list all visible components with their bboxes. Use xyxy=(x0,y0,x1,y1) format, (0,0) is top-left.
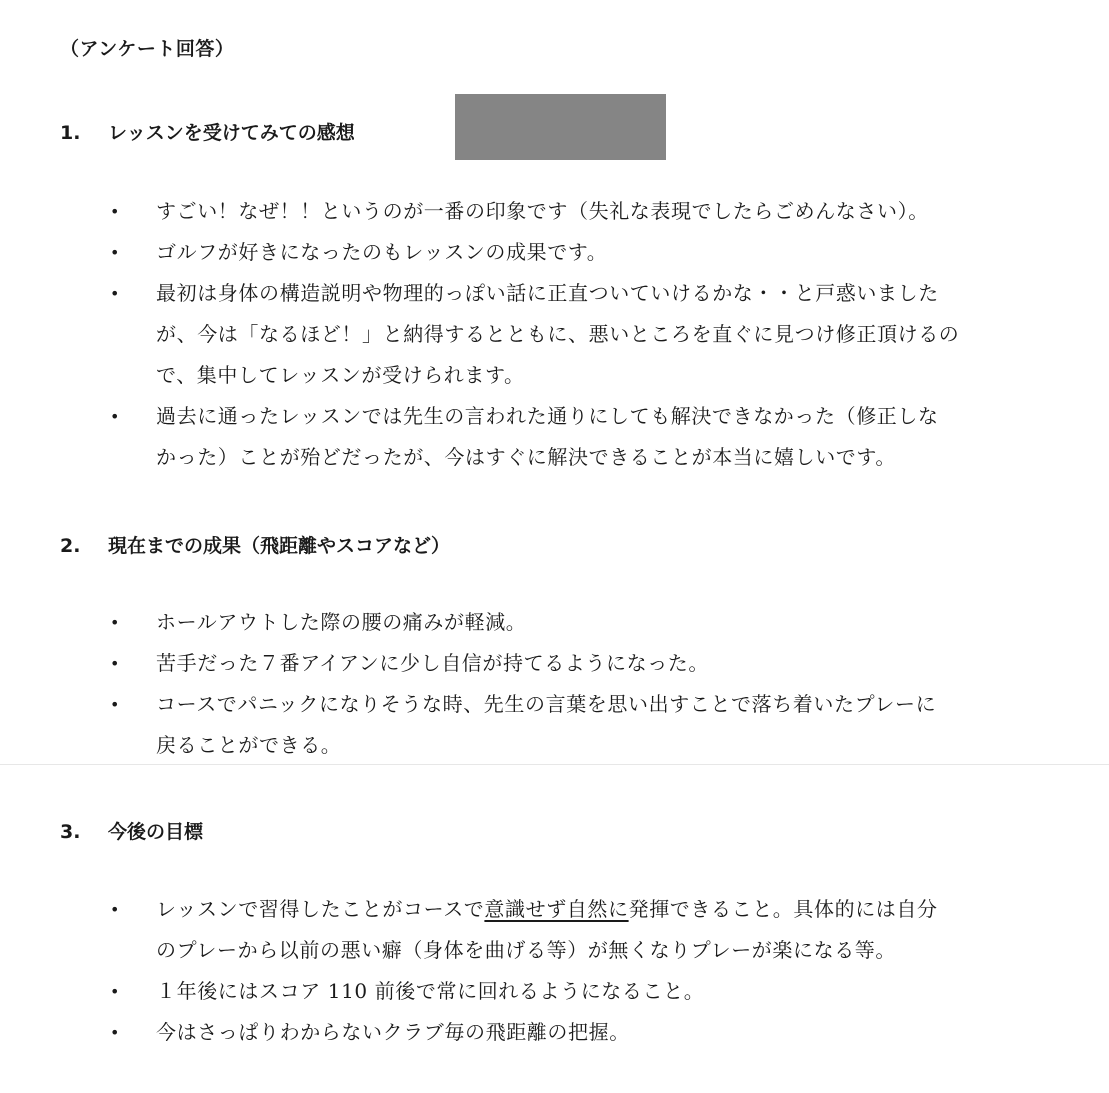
list-item-text: 過去に通ったレッスンでは先生の言われた通りにしても解決できなかった（修正しな xyxy=(156,404,939,428)
section-3-list xyxy=(108,889,1038,1053)
list-item-text: のプレーから以前の悪い癖（身体を曲げる等）が無くなりプレーが楽になる等。 xyxy=(156,938,896,962)
list-item-text: かった）ことが殆どだったが、今はすぐに解決できることが本当に嬉しいです。 xyxy=(156,445,896,469)
list-item-text: で、集中してレッスンが受けられます。 xyxy=(156,363,525,387)
section-1-heading xyxy=(60,118,355,145)
section-2-number: 2. xyxy=(60,535,81,557)
list-item xyxy=(108,971,1038,1012)
section-1-list xyxy=(108,191,1038,478)
section-3-number: 3. xyxy=(60,821,81,843)
list-item xyxy=(108,684,1038,766)
scan-artifact xyxy=(0,764,1109,765)
section-1-number: 1. xyxy=(60,122,81,144)
list-item-text: コースでパニックになりそうな時、先生の言葉を思い出すことで落ち着いたプレーに xyxy=(156,692,937,716)
bullet-icon: • xyxy=(110,284,121,303)
list-item-text: が、今は「なるほど！」と納得するとともに、悪いところを直ぐに見つけ修正頂けるの xyxy=(156,322,960,346)
bullet-icon: • xyxy=(110,407,121,426)
redaction-block xyxy=(455,94,666,160)
section-3-title: 今後の目標 xyxy=(108,821,204,843)
text-segment: 発揮できること。具体的には自分 xyxy=(628,897,938,921)
document-title: （アンケート回答） xyxy=(60,38,235,60)
bullet-icon: • xyxy=(110,243,121,262)
underlined-text: 意識せず自然に xyxy=(484,897,629,921)
list-item xyxy=(108,889,1038,971)
list-item-text: ホールアウトした際の腰の痛みが軽減。 xyxy=(156,610,527,634)
bullet-icon: • xyxy=(110,1023,121,1042)
text-segment: レッスンで習得したことがコースで xyxy=(156,897,485,921)
list-item-text xyxy=(156,889,1038,930)
list-item xyxy=(108,1012,1038,1053)
list-item-text: 苦手だった７番アイアンに少し自信が持てるようになった。 xyxy=(156,651,709,675)
bullet-icon: • xyxy=(110,900,121,919)
list-item-text: 今はさっぱりわからないクラブ毎の飛距離の把握。 xyxy=(156,1020,630,1044)
list-item-text: すごい！なぜ！！というのが一番の印象です（失礼な表現でしたらごめんなさい）。 xyxy=(156,199,929,223)
section-3-heading xyxy=(60,817,203,844)
bullet-icon: • xyxy=(110,613,121,632)
list-item xyxy=(108,643,1038,684)
section-2-title: 現在までの成果（飛距離やスコアなど） xyxy=(108,535,451,557)
list-item-text: 最初は身体の構造説明や物理的っぽい話に正直ついていけるかな・・と戸惑いました xyxy=(156,281,939,305)
section-2-list xyxy=(108,602,1038,766)
list-item-text: ゴルフが好きになったのもレッスンの成果です。 xyxy=(156,240,608,264)
section-1-title: レッスンを受けてみての感想 xyxy=(108,122,355,144)
list-item xyxy=(108,232,1038,273)
list-item xyxy=(108,602,1038,643)
bullet-icon: • xyxy=(110,982,121,1001)
list-item-text: 戻ることができる。 xyxy=(156,733,342,757)
list-item xyxy=(108,396,1038,478)
bullet-icon: • xyxy=(110,695,121,714)
bullet-icon: • xyxy=(110,202,121,221)
bullet-icon: • xyxy=(110,654,121,673)
list-item xyxy=(108,273,1038,396)
section-2-heading xyxy=(60,531,450,558)
list-item-text: １年後にはスコア 110 前後で常に回れるようになること。 xyxy=(156,979,705,1003)
list-item xyxy=(108,191,1038,232)
